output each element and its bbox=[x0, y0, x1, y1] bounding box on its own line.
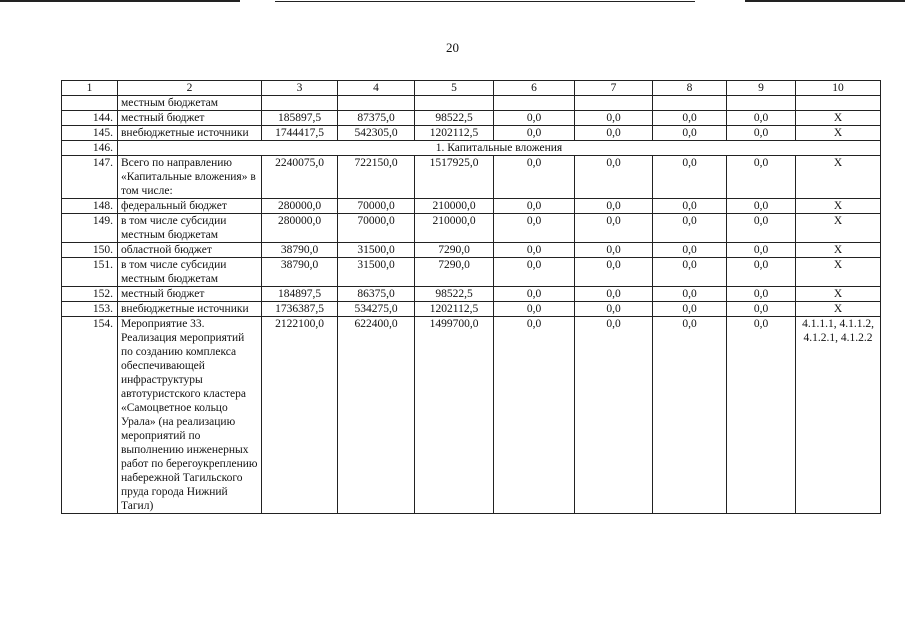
target-ref-cell: X bbox=[796, 199, 881, 214]
value-cell: 0,0 bbox=[575, 243, 653, 258]
target-ref-cell: X bbox=[796, 214, 881, 243]
value-cell: 98522,5 bbox=[415, 111, 494, 126]
target-ref-cell: X bbox=[796, 111, 881, 126]
empty-cell bbox=[653, 96, 727, 111]
row-number-cell: 152. bbox=[62, 287, 118, 302]
value-cell: 0,0 bbox=[653, 126, 727, 141]
empty-cell bbox=[494, 96, 575, 111]
value-cell: 1736387,5 bbox=[262, 302, 338, 317]
row-name-cell: Всего по направлению «Капитальные вложения» в том числе: bbox=[118, 156, 262, 199]
value-cell: 0,0 bbox=[727, 126, 796, 141]
table-body bbox=[62, 81, 881, 514]
value-cell: 0,0 bbox=[727, 258, 796, 287]
value-cell: 0,0 bbox=[494, 214, 575, 243]
top-rule-right bbox=[745, 0, 905, 2]
row-number-cell: 150. bbox=[62, 243, 118, 258]
top-rule-left bbox=[0, 0, 240, 2]
top-rule-middle bbox=[275, 1, 695, 2]
value-cell: 542305,0 bbox=[338, 126, 415, 141]
value-cell: 2122100,0 bbox=[262, 317, 338, 514]
value-cell: 185897,5 bbox=[262, 111, 338, 126]
empty-cell bbox=[796, 96, 881, 111]
value-cell: 0,0 bbox=[575, 156, 653, 199]
value-cell: 210000,0 bbox=[415, 214, 494, 243]
header-cell: 5 bbox=[415, 81, 494, 96]
header-row bbox=[62, 81, 881, 96]
value-cell: 0,0 bbox=[494, 317, 575, 514]
value-cell: 0,0 bbox=[494, 287, 575, 302]
value-cell: 7290,0 bbox=[415, 258, 494, 287]
value-cell: 0,0 bbox=[653, 214, 727, 243]
header-cell: 8 bbox=[653, 81, 727, 96]
row-number-cell: 146. bbox=[62, 141, 118, 156]
row-number-cell: 147. bbox=[62, 156, 118, 199]
target-ref-cell: X bbox=[796, 302, 881, 317]
value-cell: 0,0 bbox=[575, 287, 653, 302]
value-cell: 0,0 bbox=[575, 258, 653, 287]
value-cell: 7290,0 bbox=[415, 243, 494, 258]
row-number-cell: 144. bbox=[62, 111, 118, 126]
row-number-cell bbox=[62, 96, 118, 111]
value-cell: 0,0 bbox=[575, 214, 653, 243]
value-cell: 0,0 bbox=[653, 243, 727, 258]
value-cell: 622400,0 bbox=[338, 317, 415, 514]
table-row bbox=[62, 111, 881, 126]
value-cell: 280000,0 bbox=[262, 199, 338, 214]
value-cell: 98522,5 bbox=[415, 287, 494, 302]
empty-cell bbox=[727, 96, 796, 111]
value-cell: 0,0 bbox=[575, 126, 653, 141]
value-cell: 184897,5 bbox=[262, 287, 338, 302]
value-cell: 0,0 bbox=[494, 199, 575, 214]
value-cell: 0,0 bbox=[494, 243, 575, 258]
row-number-cell: 145. bbox=[62, 126, 118, 141]
value-cell: 0,0 bbox=[653, 302, 727, 317]
header-cell: 10 bbox=[796, 81, 881, 96]
header-cell: 9 bbox=[727, 81, 796, 96]
header-cell: 4 bbox=[338, 81, 415, 96]
value-cell: 0,0 bbox=[653, 317, 727, 514]
value-cell: 38790,0 bbox=[262, 243, 338, 258]
header-cell: 3 bbox=[262, 81, 338, 96]
value-cell: 0,0 bbox=[653, 287, 727, 302]
table-row bbox=[62, 214, 881, 243]
value-cell: 0,0 bbox=[653, 111, 727, 126]
value-cell: 0,0 bbox=[494, 302, 575, 317]
value-cell: 0,0 bbox=[727, 156, 796, 199]
row-number-cell: 149. bbox=[62, 214, 118, 243]
target-ref-cell: 4.1.1.1, 4.1.1.2, 4.1.2.1, 4.1.2.2 bbox=[796, 317, 881, 514]
section-title-cell: 1. Капитальные вложения bbox=[118, 141, 881, 156]
table-row bbox=[62, 156, 881, 199]
target-ref-cell: X bbox=[796, 156, 881, 199]
continuation-row bbox=[62, 96, 881, 111]
budget-table bbox=[61, 80, 881, 514]
row-name-cell: внебюджетные источники bbox=[118, 126, 262, 141]
value-cell: 31500,0 bbox=[338, 243, 415, 258]
value-cell: 87375,0 bbox=[338, 111, 415, 126]
value-cell: 0,0 bbox=[727, 214, 796, 243]
row-name-cell: местный бюджет bbox=[118, 287, 262, 302]
value-cell: 1499700,0 bbox=[415, 317, 494, 514]
value-cell: 70000,0 bbox=[338, 214, 415, 243]
value-cell: 0,0 bbox=[727, 317, 796, 514]
value-cell: 31500,0 bbox=[338, 258, 415, 287]
value-cell: 0,0 bbox=[494, 258, 575, 287]
value-cell: 0,0 bbox=[727, 111, 796, 126]
value-cell: 0,0 bbox=[727, 287, 796, 302]
table-row bbox=[62, 243, 881, 258]
row-number-cell: 148. bbox=[62, 199, 118, 214]
value-cell: 0,0 bbox=[575, 302, 653, 317]
empty-cell bbox=[338, 96, 415, 111]
value-cell: 38790,0 bbox=[262, 258, 338, 287]
value-cell: 0,0 bbox=[653, 199, 727, 214]
target-ref-cell: X bbox=[796, 243, 881, 258]
value-cell: 722150,0 bbox=[338, 156, 415, 199]
row-name-cell: внебюджетные источники bbox=[118, 302, 262, 317]
header-cell: 7 bbox=[575, 81, 653, 96]
empty-cell bbox=[575, 96, 653, 111]
table-row bbox=[62, 302, 881, 317]
header-cell: 2 bbox=[118, 81, 262, 96]
table-row bbox=[62, 199, 881, 214]
value-cell: 1202112,5 bbox=[415, 126, 494, 141]
value-cell: 2240075,0 bbox=[262, 156, 338, 199]
value-cell: 0,0 bbox=[494, 126, 575, 141]
row-number-cell: 153. bbox=[62, 302, 118, 317]
value-cell: 0,0 bbox=[727, 199, 796, 214]
value-cell: 280000,0 bbox=[262, 214, 338, 243]
row-name-cell: в том числе субсидии местным бюджетам bbox=[118, 258, 262, 287]
header-cell: 1 bbox=[62, 81, 118, 96]
row-name-cell: областной бюджет bbox=[118, 243, 262, 258]
value-cell: 0,0 bbox=[727, 302, 796, 317]
row-number-cell: 154. bbox=[62, 317, 118, 514]
value-cell: 0,0 bbox=[653, 156, 727, 199]
table-row bbox=[62, 258, 881, 287]
value-cell: 86375,0 bbox=[338, 287, 415, 302]
value-cell: 0,0 bbox=[727, 243, 796, 258]
value-cell: 210000,0 bbox=[415, 199, 494, 214]
row-name-cell: в том числе субсидии местным бюджетам bbox=[118, 214, 262, 243]
section-row bbox=[62, 141, 881, 156]
value-cell: 70000,0 bbox=[338, 199, 415, 214]
value-cell: 1202112,5 bbox=[415, 302, 494, 317]
row-number-cell: 151. bbox=[62, 258, 118, 287]
target-ref-cell: X bbox=[796, 126, 881, 141]
table-row bbox=[62, 317, 881, 514]
value-cell: 1517925,0 bbox=[415, 156, 494, 199]
value-cell: 534275,0 bbox=[338, 302, 415, 317]
table-row bbox=[62, 126, 881, 141]
target-ref-cell: X bbox=[796, 287, 881, 302]
value-cell: 0,0 bbox=[575, 317, 653, 514]
empty-cell bbox=[415, 96, 494, 111]
row-name-cell: Мероприятие 33. Реализация мероприятий по созданию комплекса обеспечивающей инфраструктуры автотуристского кластера «Самоцветное кольцо Урала» (на реализацию мероприятий по выполнению инженерных работ по берегоукреплению набережной Тагильского пруда города Нижний Тагил) bbox=[118, 317, 262, 514]
row-name-cell: федеральный бюджет bbox=[118, 199, 262, 214]
row-name-cell: местный бюджет bbox=[118, 111, 262, 126]
value-cell: 0,0 bbox=[494, 111, 575, 126]
table-row bbox=[62, 287, 881, 302]
value-cell: 0,0 bbox=[575, 199, 653, 214]
header-cell: 6 bbox=[494, 81, 575, 96]
value-cell: 1744417,5 bbox=[262, 126, 338, 141]
value-cell: 0,0 bbox=[575, 111, 653, 126]
empty-cell bbox=[262, 96, 338, 111]
value-cell: 0,0 bbox=[494, 156, 575, 199]
target-ref-cell: X bbox=[796, 258, 881, 287]
continuation-name-cell: местным бюджетам bbox=[118, 96, 262, 111]
page-number: 20 bbox=[446, 40, 459, 55]
value-cell: 0,0 bbox=[653, 258, 727, 287]
